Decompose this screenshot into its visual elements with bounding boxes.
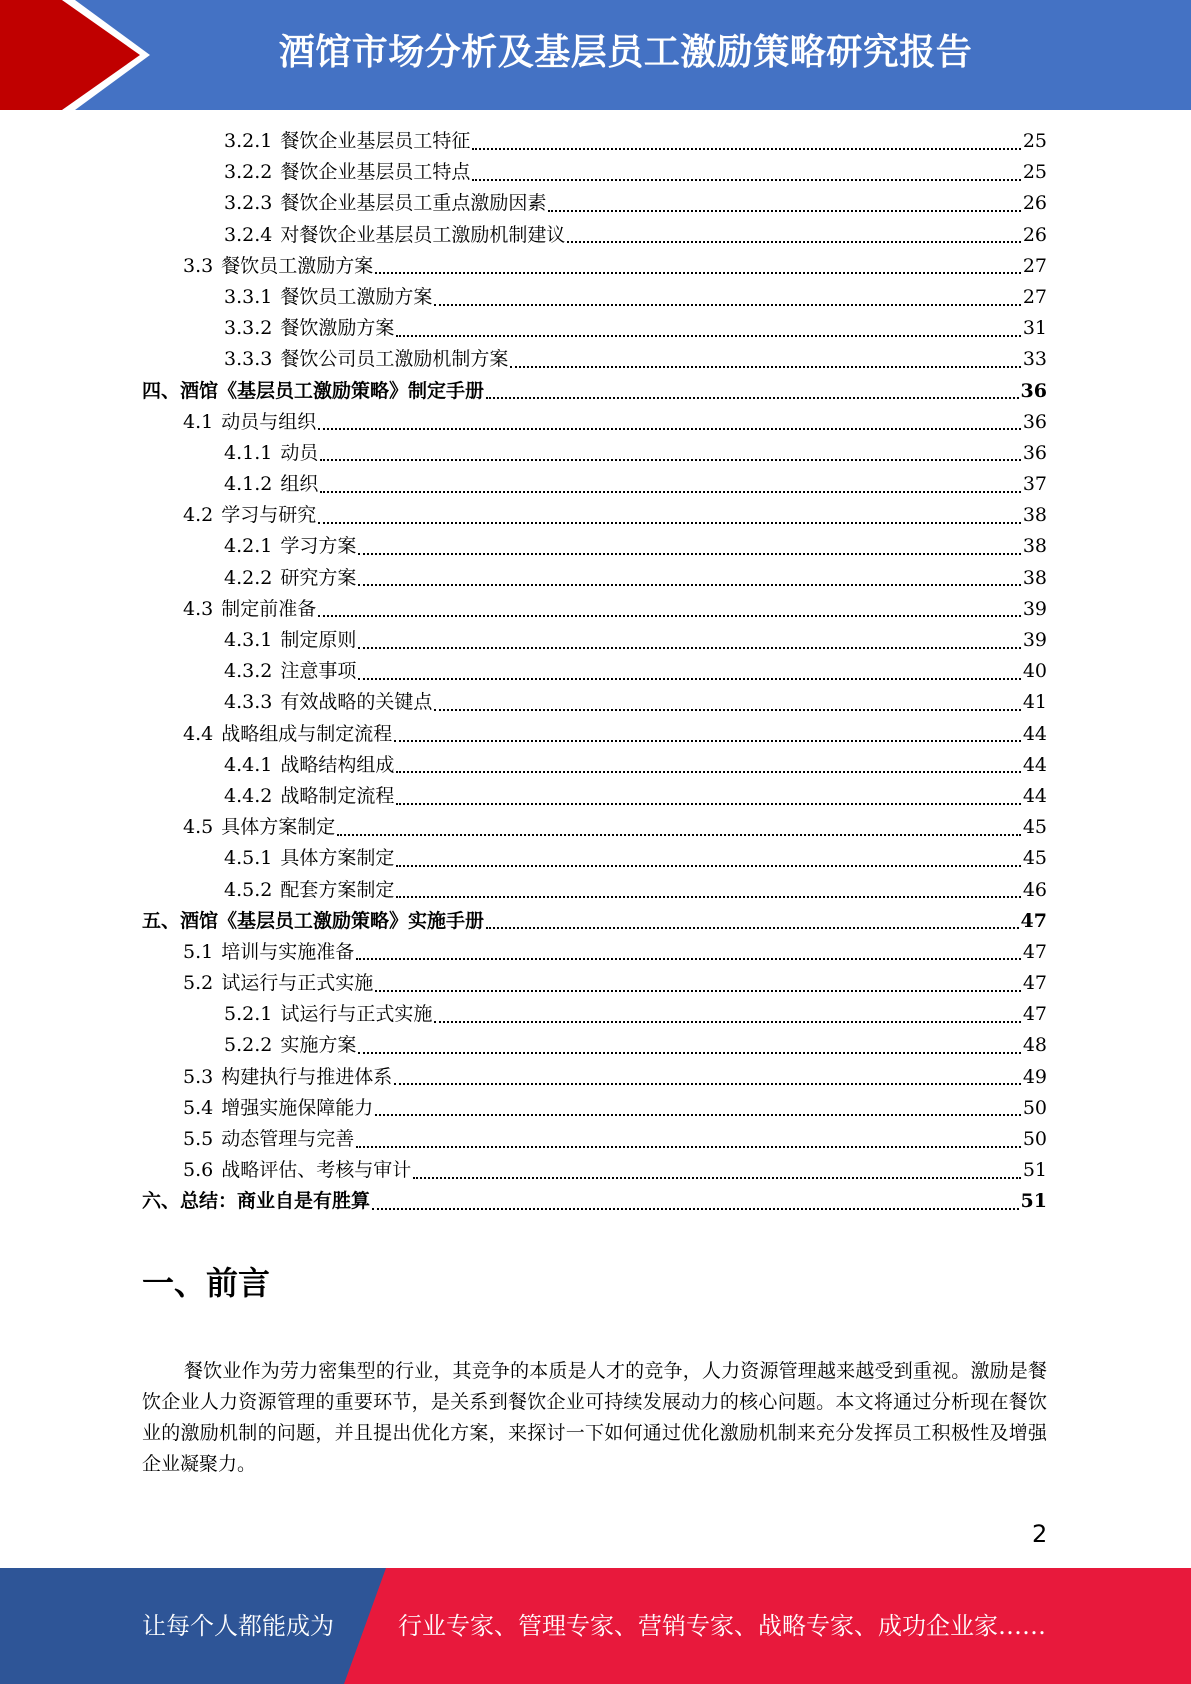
toc-entry-number: 3.3.3: [224, 348, 273, 371]
toc-entry-number: 3.3.2: [224, 317, 273, 340]
toc-entry-page: 33: [1022, 348, 1047, 371]
toc-entry-number: 4.3.3: [224, 691, 273, 714]
report-title: 酒馆市场分析及基层员工激励策略研究报告: [278, 32, 973, 73]
toc-dot-leader: [372, 1208, 1019, 1210]
toc-entry-title: 构建执行与推进体系: [221, 1065, 393, 1088]
toc-entry[interactable]: [142, 968, 1047, 999]
toc-entry[interactable]: [142, 251, 1047, 282]
toc-entry-number: 4.5.2: [224, 878, 273, 901]
toc-entry-title: 对餐饮企业基层员工激励机制建议: [280, 223, 566, 246]
toc-entry[interactable]: [142, 157, 1047, 188]
toc-entry-page: 51: [1022, 1159, 1047, 1182]
toc-dot-leader: [434, 1021, 1020, 1023]
toc-dot-leader: [375, 1114, 1021, 1116]
toc-entry[interactable]: [142, 282, 1047, 313]
toc-entry-page: 26: [1022, 192, 1047, 215]
toc-entry-number: 4.4.1: [224, 753, 273, 776]
toc-dot-leader: [358, 678, 1020, 680]
toc-dot-leader: [358, 647, 1020, 649]
toc-entry[interactable]: [142, 750, 1047, 781]
toc-entry-page: 25: [1022, 130, 1047, 152]
toc-entry-page: 49: [1022, 1065, 1047, 1088]
toc-entry-number: 4.2: [183, 504, 214, 527]
toc-entry-title: 战略结构组成: [280, 753, 395, 776]
toc-entry[interactable]: [142, 126, 1047, 157]
toc-entry-number: 5.6: [183, 1159, 214, 1182]
toc-entry-page: 27: [1022, 254, 1047, 277]
toc-entry-title: 战略组成与制定流程: [221, 722, 393, 745]
toc-entry-title: 制定前准备: [221, 597, 317, 620]
toc-entry-page: 27: [1022, 285, 1047, 308]
toc-entry[interactable]: [142, 188, 1047, 219]
toc-entry-page: 44: [1022, 753, 1047, 776]
toc-entry-number: 4.3.2: [224, 660, 273, 683]
preface-paragraph: 餐饮业作为劳力密集型的行业，其竞争的本质是人才的竞争，人力资源管理越来越受到重视。激励是餐饮企业人力资源管理的重要环节，是关系到餐饮企业可持续发展动力的核心问题。本文将通过分析现在餐饮业的激励机制的问题，并且提出优化方案，来探讨一下如何通过优化激励机制来充分发挥员工积极性及增强企业凝聚力。: [142, 1360, 1047, 1475]
toc-entry-title: 六、总结：商业自是有胜算: [142, 1190, 371, 1213]
toc-entry-title: 学习与研究: [221, 504, 317, 527]
toc-entry-title: 具体方案制定: [221, 816, 336, 839]
toc-entry-number: 3.3.1: [224, 285, 273, 308]
toc-entry-title: 制定原则: [280, 629, 357, 651]
toc-dot-leader: [434, 709, 1020, 711]
toc-dot-leader: [510, 366, 1020, 368]
toc-entry-page: 38: [1022, 535, 1047, 558]
toc-entry[interactable]: [142, 313, 1047, 344]
toc-entry[interactable]: [142, 563, 1047, 594]
toc-entry-number: 4.5.1: [224, 847, 273, 870]
toc-entry-number: 5.2: [183, 972, 214, 995]
toc-entry-page: 47: [1022, 1003, 1047, 1026]
section-heading: 一、前言: [142, 1264, 271, 1302]
toc-entry-number: 4.2.2: [224, 566, 273, 589]
toc-entry-page: 45: [1022, 847, 1047, 870]
toc-dot-leader: [358, 1052, 1020, 1054]
toc-entry-page: 36: [1020, 379, 1047, 402]
toc-entry[interactable]: [142, 812, 1047, 843]
toc-entry[interactable]: [142, 531, 1047, 562]
toc-entry-title: 培训与实施准备: [221, 940, 355, 963]
toc-entry-title: 试运行与正式实施: [221, 972, 374, 995]
toc-entry[interactable]: [142, 719, 1047, 750]
toc-dot-leader: [358, 584, 1020, 586]
toc-dot-leader: [472, 148, 1020, 150]
footer-slogan-left: 让每个人都能成为: [142, 1612, 334, 1640]
toc-entry[interactable]: [142, 625, 1047, 656]
toc-dot-leader: [548, 210, 1020, 212]
toc-entry-number: 5.1: [183, 940, 214, 963]
toc-entry[interactable]: [142, 1124, 1047, 1155]
toc-entry-number: 4.1.2: [224, 473, 273, 496]
toc-entry-page: 39: [1022, 597, 1047, 620]
toc-entry-page: 25: [1022, 161, 1047, 184]
toc-entry-page: 48: [1022, 1034, 1047, 1057]
toc-entry-page: 50: [1022, 1096, 1047, 1119]
toc-dot-leader: [337, 834, 1021, 836]
toc-entry-title: 注意事项: [280, 660, 357, 683]
toc-entry-title: 餐饮企业基层员工特点: [280, 161, 471, 184]
toc-dot-leader: [318, 428, 1021, 430]
toc-entry-number: 3.3: [183, 254, 214, 277]
page-header: [0, 0, 1191, 110]
toc-dot-leader: [396, 865, 1020, 867]
toc-entry[interactable]: [142, 438, 1047, 469]
toc-entry[interactable]: [142, 344, 1047, 375]
toc-entry-page: 39: [1022, 629, 1047, 651]
toc-entry-title: 餐饮公司员工激励机制方案: [280, 348, 509, 371]
toc-entry-number: 5.2.1: [224, 1003, 273, 1026]
toc-entry-page: 47: [1022, 940, 1047, 963]
toc-entry-title: 餐饮激励方案: [280, 317, 395, 340]
toc-entry-title: 餐饮企业基层员工重点激励因素: [280, 192, 547, 215]
toc-entry-page: 50: [1022, 1128, 1047, 1150]
toc-entry-number: 4.1.1: [224, 441, 273, 464]
toc-dot-leader: [486, 397, 1019, 399]
toc-entry-title: 动员与组织: [221, 410, 317, 433]
toc-entry[interactable]: [142, 875, 1047, 906]
toc-entry-number: 3.2.1: [224, 130, 273, 152]
toc-entry-title: 战略制定流程: [280, 784, 395, 807]
toc-entry-title: 餐饮员工激励方案: [221, 254, 374, 277]
toc-entry[interactable]: [142, 781, 1047, 812]
toc-dot-leader: [318, 522, 1021, 524]
toc-entry-title: 动态管理与完善: [221, 1128, 355, 1150]
toc-entry-title: 餐饮员工激励方案: [280, 285, 433, 308]
footer-slogan-right: 行业专家、管理专家、营销专家、战略专家、成功企业家……: [398, 1612, 1046, 1640]
toc-entry-number: 5.3: [183, 1065, 214, 1088]
toc-dot-leader: [567, 241, 1020, 243]
toc-entry-title: 五、酒馆《基层员工激励策略》实施手册: [142, 909, 485, 932]
toc-entry[interactable]: [142, 469, 1047, 500]
toc-dot-leader: [396, 771, 1020, 773]
toc-entry[interactable]: [142, 407, 1047, 438]
toc-entry[interactable]: [142, 1062, 1047, 1093]
toc-entry-page: 44: [1022, 784, 1047, 807]
toc-entry[interactable]: [142, 594, 1047, 625]
toc-entry-title: 试运行与正式实施: [280, 1003, 433, 1026]
page-footer: [0, 1568, 1191, 1684]
toc-entry-page: 40: [1022, 660, 1047, 683]
toc-entry-page: 41: [1022, 691, 1047, 714]
toc-entry-title: 动员: [280, 441, 319, 464]
toc-dot-leader: [396, 803, 1020, 805]
toc-dot-leader: [394, 740, 1021, 742]
toc-entry-page: 38: [1022, 504, 1047, 527]
toc-entry[interactable]: [142, 999, 1047, 1030]
toc-entry-page: 44: [1022, 722, 1047, 745]
toc-dot-leader: [413, 1177, 1021, 1179]
toc-entry[interactable]: [142, 906, 1047, 937]
toc-dot-leader: [396, 896, 1020, 898]
toc-entry-number: 4.4.2: [224, 784, 273, 807]
toc-dot-leader: [320, 459, 1020, 461]
toc-entry[interactable]: [142, 500, 1047, 531]
toc-dot-leader: [375, 272, 1021, 274]
toc-entry[interactable]: [142, 1030, 1047, 1061]
toc-entry-number: 5.2.2: [224, 1034, 273, 1057]
toc-dot-leader: [472, 179, 1020, 181]
toc-dot-leader: [356, 958, 1021, 960]
toc-entry-title: 配套方案制定: [280, 878, 395, 901]
toc-entry-number: 4.3: [183, 597, 214, 620]
toc-entry-number: 3.2.4: [224, 223, 273, 246]
toc-entry-number: 4.4: [183, 722, 214, 745]
toc-entry-page: 36: [1022, 410, 1047, 433]
toc-dot-leader: [318, 615, 1021, 617]
toc-entry-title: 组织: [280, 473, 319, 496]
toc-entry[interactable]: [142, 1186, 1047, 1217]
toc-entry-page: 38: [1022, 566, 1047, 589]
toc-entry-number: 4.5: [183, 816, 214, 839]
toc-entry-page: 31: [1022, 317, 1047, 340]
toc-entry-page: 26: [1022, 223, 1047, 246]
toc-entry-number: 4.3.1: [224, 629, 273, 651]
toc-entry[interactable]: [142, 937, 1047, 968]
toc-entry[interactable]: [142, 376, 1047, 407]
toc-dot-leader: [396, 335, 1020, 337]
page-number: 2: [1032, 1520, 1048, 1548]
toc-entry-title: 四、酒馆《基层员工激励策略》制定手册: [142, 379, 485, 402]
toc-entry-page: 36: [1022, 441, 1047, 464]
toc-entry-title: 有效战略的关键点: [280, 691, 433, 714]
toc-entry-page: 46: [1022, 878, 1047, 901]
toc-entry-title: 学习方案: [280, 535, 357, 558]
toc-dot-leader: [486, 927, 1019, 929]
toc-entry[interactable]: [142, 687, 1047, 718]
toc-entry-page: 37: [1022, 473, 1047, 496]
toc-entry-number: 4.1: [183, 410, 214, 433]
toc-entry-title: 实施方案: [280, 1034, 357, 1057]
toc-entry-number: 4.2.1: [224, 535, 273, 558]
toc-entry-page: 47: [1020, 909, 1047, 932]
toc-entry-title: 具体方案制定: [280, 847, 395, 870]
toc-dot-leader: [358, 553, 1020, 555]
toc-entry[interactable]: [142, 1093, 1047, 1124]
toc-entry[interactable]: [142, 1155, 1047, 1186]
toc-entry-title: 研究方案: [280, 566, 357, 589]
toc-entry[interactable]: [142, 656, 1047, 687]
toc-entry-page: 47: [1022, 972, 1047, 995]
toc-entry-number: 5.5: [183, 1128, 214, 1150]
toc-entry-number: 5.4: [183, 1096, 214, 1119]
toc-dot-leader: [394, 1083, 1021, 1085]
toc-dot-leader: [375, 990, 1021, 992]
table-of-contents: [142, 126, 1047, 1218]
toc-dot-leader: [434, 304, 1020, 306]
header-arrow-decoration: [0, 0, 150, 110]
toc-entry-number: 3.2.3: [224, 192, 273, 215]
toc-dot-leader: [356, 1146, 1021, 1148]
toc-entry-title: 战略评估、考核与审计: [221, 1159, 412, 1182]
toc-entry-page: 51: [1020, 1190, 1047, 1213]
toc-entry-title: 餐饮企业基层员工特征: [280, 130, 471, 152]
toc-entry-page: 45: [1022, 816, 1047, 839]
toc-entry-number: 3.2.2: [224, 161, 273, 184]
toc-entry[interactable]: [142, 843, 1047, 874]
toc-dot-leader: [320, 491, 1020, 493]
toc-entry[interactable]: [142, 220, 1047, 251]
toc-entry-title: 增强实施保障能力: [221, 1096, 374, 1119]
